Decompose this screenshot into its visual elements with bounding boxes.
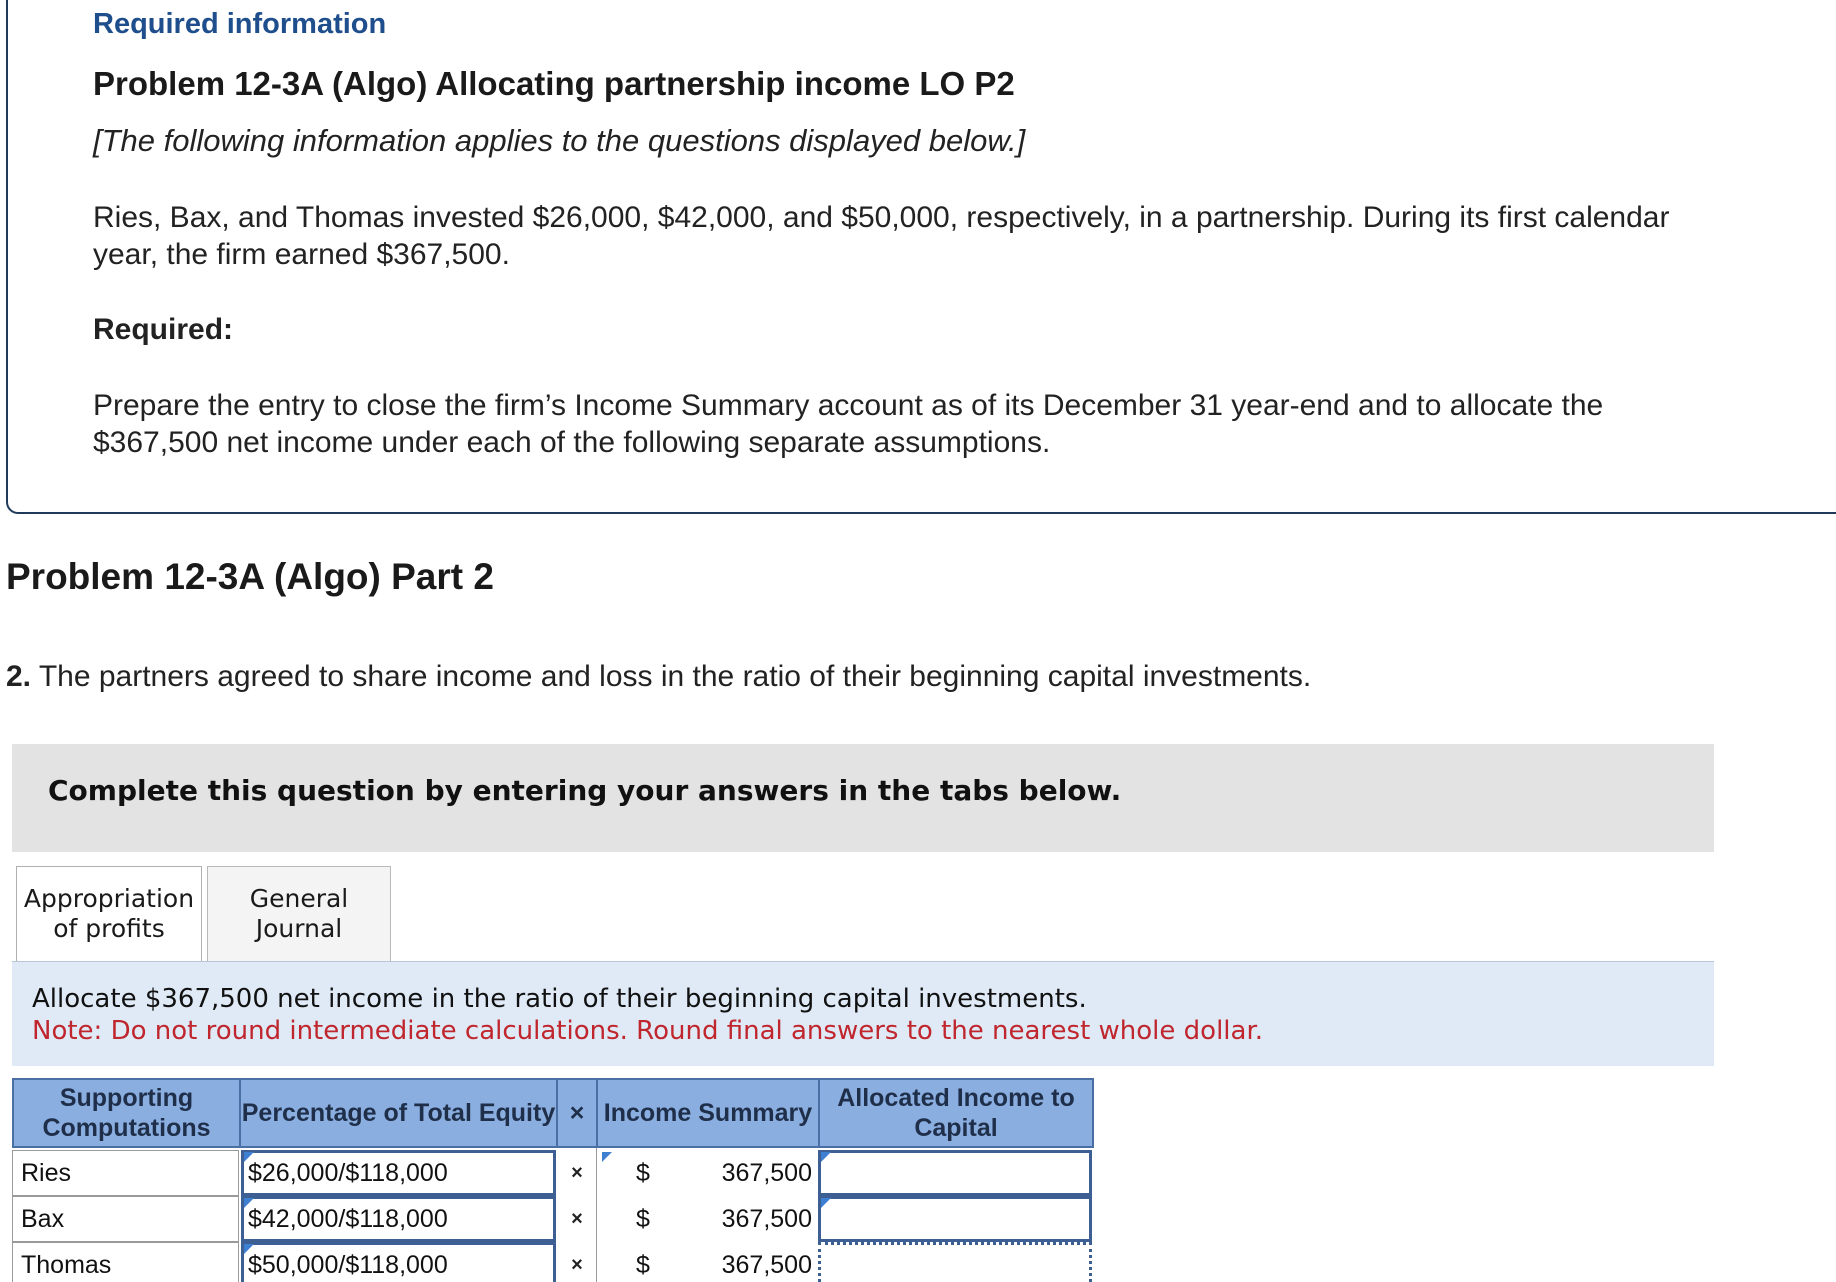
question-body: The partners agreed to share income and loss in the ratio of their beginning capital investments. [31, 660, 1312, 693]
percentage-input[interactable]: $50,000/$118,000 [241, 1242, 556, 1282]
applies-note: [The following information applies to the questions displayed below.] [93, 123, 1026, 158]
panel-instruction: Allocate $367,500 net income in the ratio of their beginning capital investments. [32, 984, 1087, 1014]
income-summary-value: 367,500 [721, 1250, 812, 1279]
header-supporting-computations: Supporting Computations [12, 1078, 241, 1148]
allocated-income-input[interactable] [818, 1196, 1092, 1242]
percentage-input[interactable]: $26,000/$118,000 [241, 1150, 556, 1196]
header-times: × [556, 1078, 598, 1148]
problem-title: Problem 12-3A (Algo) Allocating partnership income LO P2 [93, 65, 1015, 102]
paragraph-line: Prepare the entry to close the firm’s Income Summary account as of its December 31 year-end and to allocate the [93, 389, 1604, 422]
dollar-sign: $ [636, 1204, 650, 1233]
cell-marker [244, 1244, 254, 1254]
row-label: Ries [12, 1150, 239, 1196]
required-paragraph [93, 387, 1793, 461]
row-label: Bax [12, 1196, 239, 1242]
part-title: Problem 12-3A (Algo) Part 2 [6, 556, 494, 597]
required-info-heading: Required information [93, 8, 387, 40]
tab-general-journal[interactable] [207, 866, 391, 962]
tab-appropriation-of-profits[interactable] [16, 866, 202, 962]
percentage-input[interactable]: $42,000/$118,000 [241, 1196, 556, 1242]
dollar-sign: $ [636, 1158, 650, 1187]
cell-marker [244, 1152, 254, 1162]
instruction-text: Complete this question by entering your answers in the tabs below. [48, 774, 1122, 807]
cell-marker [602, 1152, 612, 1162]
question-number: 2. [6, 660, 32, 693]
income-summary-value: 367,500 [721, 1158, 812, 1187]
cell-marker [244, 1198, 254, 1208]
instruction-bar [12, 744, 1714, 852]
paragraph-line: year, the firm earned $367,500. [93, 238, 510, 271]
cell-marker [821, 1198, 831, 1208]
tab-label-line: of profits [53, 914, 165, 943]
tab-label-line: Journal [255, 914, 343, 943]
question-text [6, 660, 1311, 694]
allocated-income-input[interactable] [818, 1242, 1092, 1282]
table-row [12, 1150, 1094, 1196]
dollar-sign: $ [636, 1250, 650, 1279]
table-row [12, 1242, 1094, 1282]
cell-marker [821, 1152, 831, 1162]
paragraph-line: $367,500 net income under each of the following separate assumptions. [93, 426, 1051, 459]
allocated-income-input[interactable] [818, 1150, 1092, 1196]
times-symbol: × [571, 1207, 583, 1230]
panel-note: Note: Do not round intermediate calculations. Round final answers to the nearest whole dollar. [32, 1016, 1264, 1046]
header-percentage-of-total-equity: Percentage of Total Equity [239, 1078, 558, 1148]
header-income-summary: Income Summary [596, 1078, 820, 1148]
problem-paragraph [93, 199, 1793, 273]
instruction-panel [12, 961, 1714, 1066]
income-summary-value: 367,500 [721, 1204, 812, 1233]
table-row [12, 1196, 1094, 1242]
times-symbol: × [571, 1161, 583, 1184]
tab-label-line: General [249, 884, 349, 913]
header-allocated-income: Allocated Income to Capital [818, 1078, 1094, 1148]
required-label: Required: [93, 313, 234, 346]
paragraph-line: Ries, Bax, and Thomas invested $26,000, $42,000, and $50,000, respectively, in a partnership. During its first calendar [93, 201, 1670, 234]
tab-label-line: Appropriation [23, 884, 195, 913]
row-label: Thomas [12, 1242, 239, 1282]
times-symbol: × [571, 1253, 583, 1276]
